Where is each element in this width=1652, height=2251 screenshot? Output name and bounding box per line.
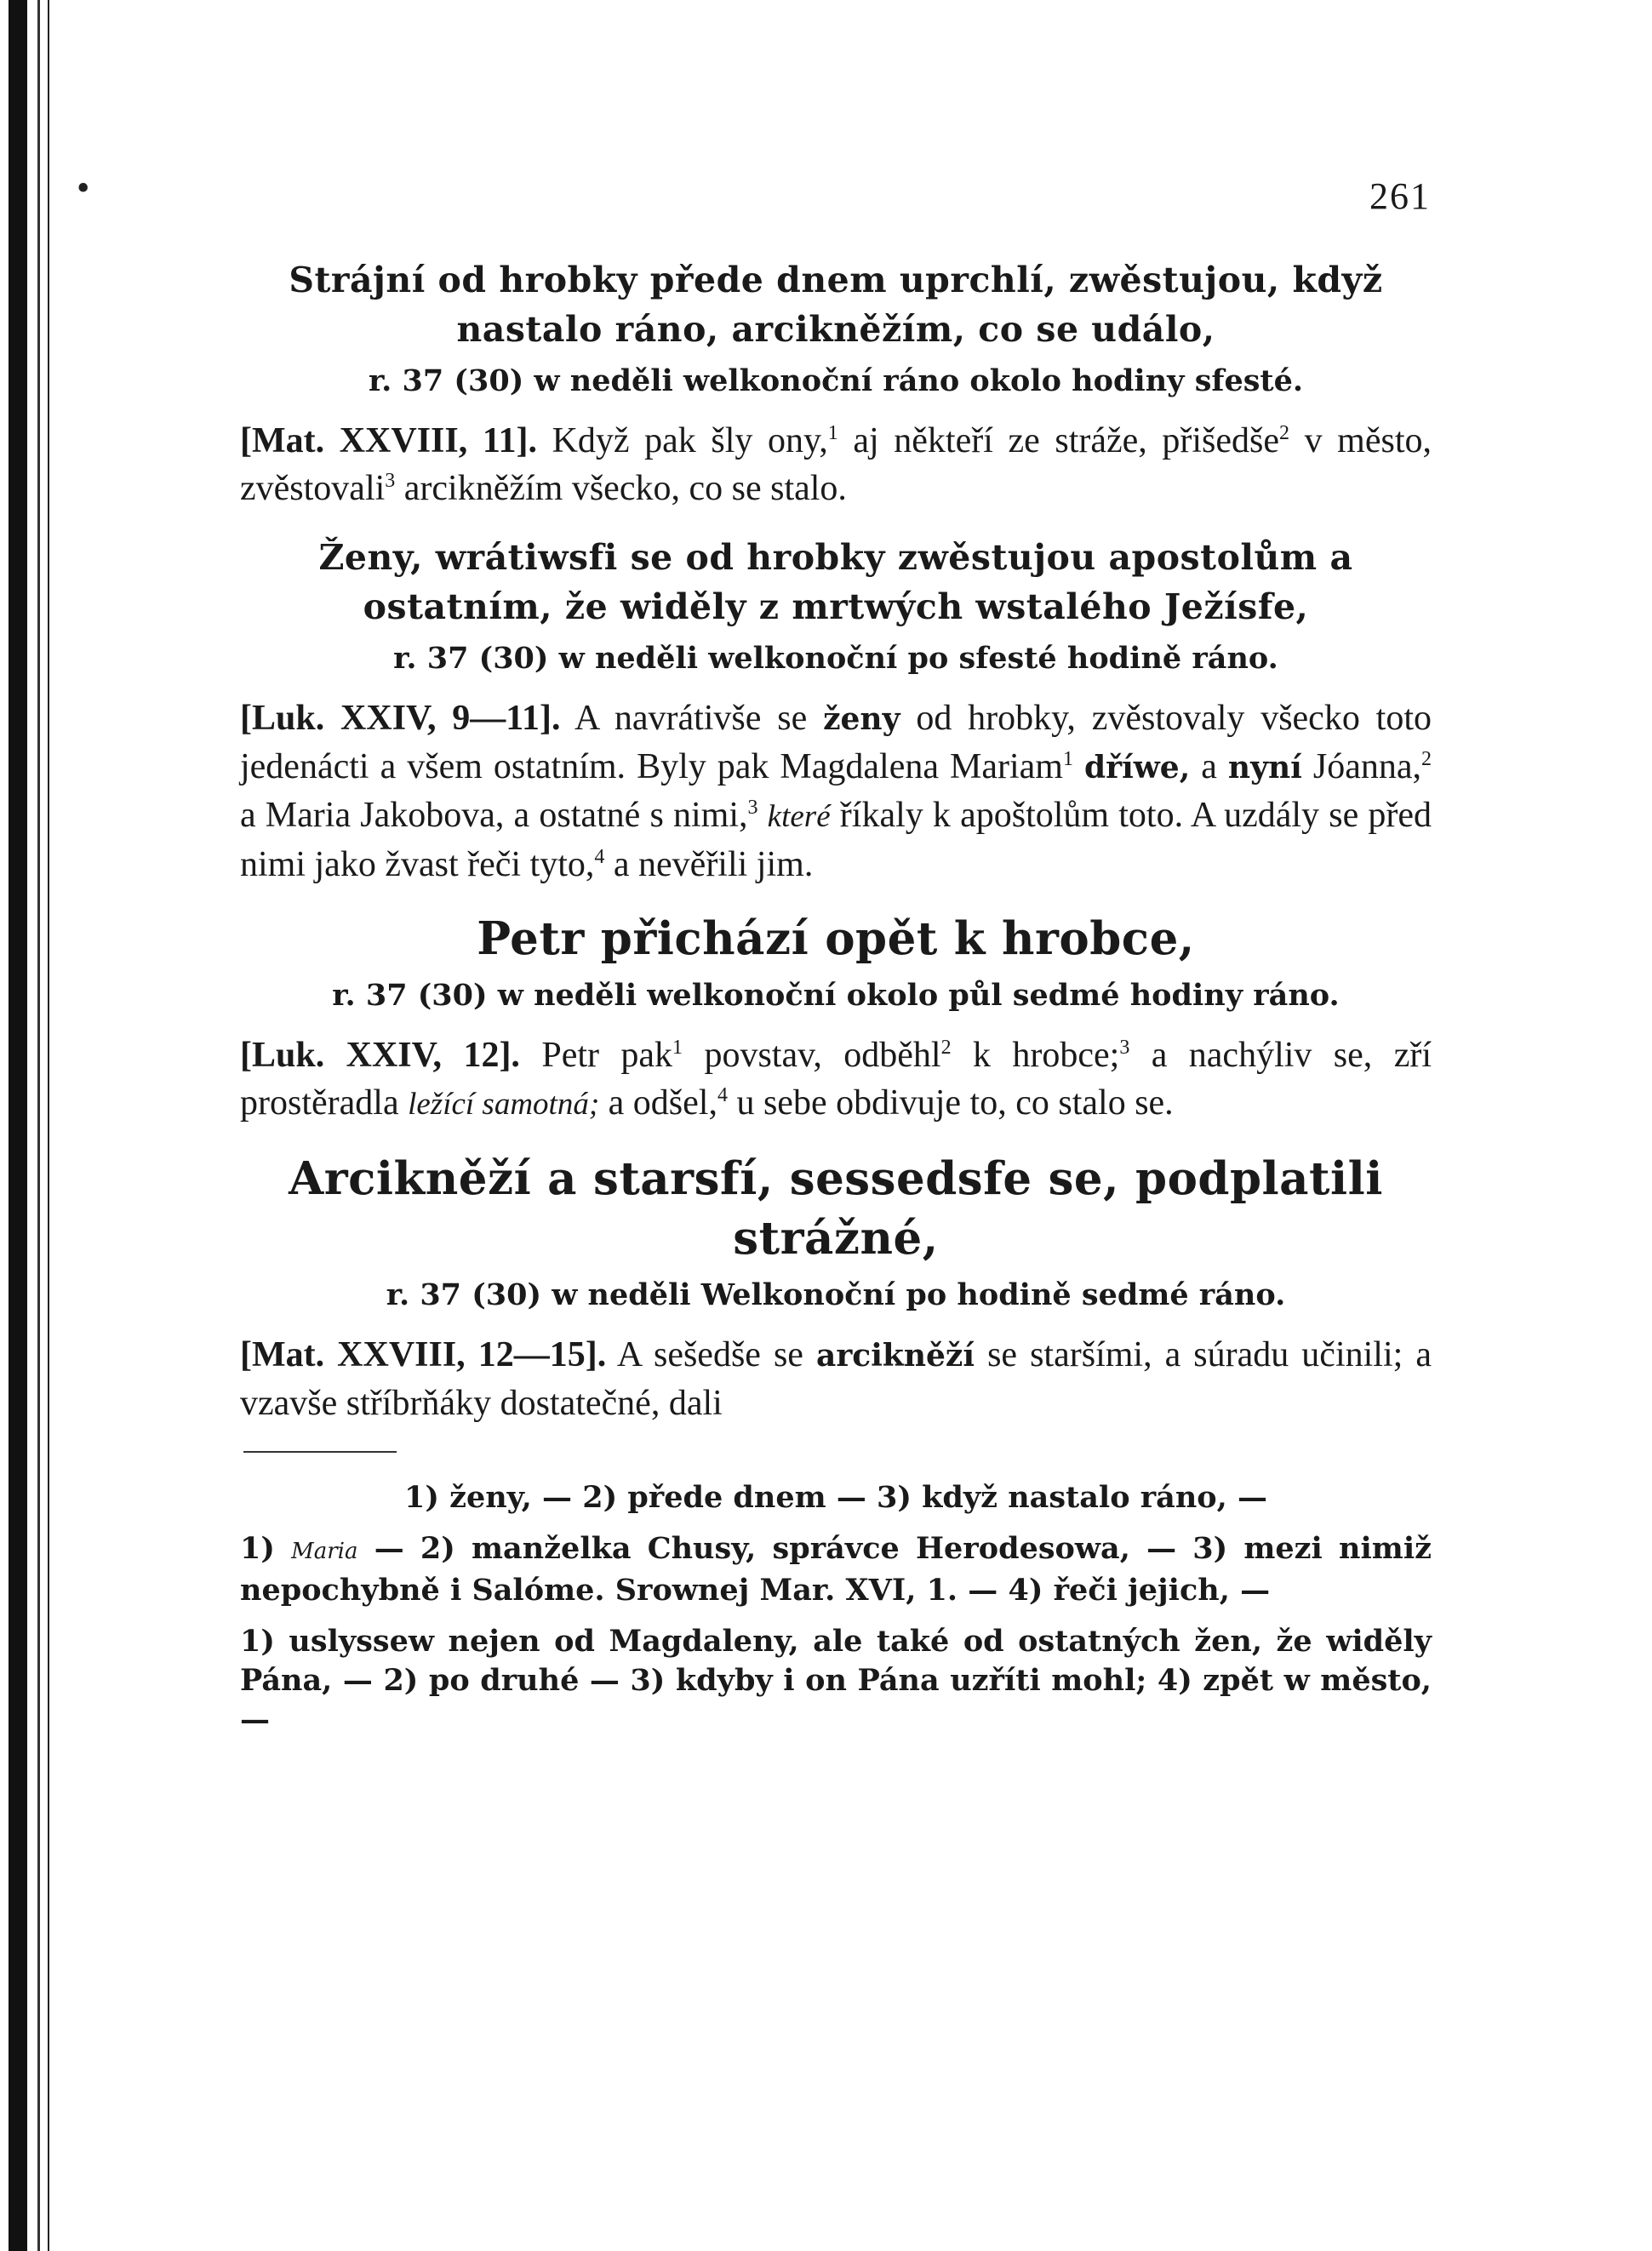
- section-heading: Petr přichází opět k hrobce,: [477, 912, 1195, 965]
- section-heading: Arcikněží a starsfí, sessedsfe se, podplatili strážné,: [289, 1152, 1383, 1265]
- section-heading: Strájní od hrobky přede dnem uprchlí, zwěstujou, když nastalo ráno, arcikněžím, co se událo,: [289, 260, 1383, 350]
- scan-border: [0, 0, 49, 2251]
- section-paragraph: [Mat. XXVIII, 11]. Když pak šly ony,$^1$ aj někteří ze stráže, přišedše$^2$ v město, zvěstovali$^3$ arcikněžím všecko, co se stalo.: [240, 421, 1432, 508]
- section-paragraph: [Mat. XXVIII, 12—15]. A sešedše se arcikněží se staršími, a súradu učinili; a vzavše stříbrňáky dostatečné, dali: [240, 1335, 1432, 1423]
- footnote: 1) ženy, — 2) přede dnem — 3) když nastalo ráno, —: [403, 1480, 1268, 1515]
- section-paragraph: [Luk. XXIV, 12]. Petr pak$^1$ povstav, odběhl$^2$ k hrobce;$^3$ a nachýliv se, zří prostěradla ležící samotná; a odšel,$^4$ u sebe obdivuje to, co stalo se.: [240, 1036, 1432, 1123]
- page-content: [240, 255, 1432, 1751]
- scan-border-line: [37, 0, 40, 2251]
- scripture-reference: [Mat. XXVIII, 12—15].: [240, 1335, 607, 1374]
- section-paragraph: [Luk. XXIV, 9—11]. A navrátivše se ženy od hrobky, zvěstovaly všecko toto jedenácti a všem ostatním. Byly pak Magdalena Mariam$^1$ dříwe, a nyní Jóanna,$^2$ a Maria Jakobova, a ostatné s nimi,$^3$ které říkaly k apoštolům toto. A uzdály se před nimi jako žvast řeči tyto,$^4$ a nevěřili jim.: [240, 699, 1432, 884]
- margin-mark: •: [77, 167, 90, 209]
- scan-border-bar: [9, 0, 27, 2251]
- footnote: 1) uslyssew nejen od Magdaleny, ale také od ostatných žen, že widěly Pána, — 2) po druhé — 3) kdyby i on Pána uzříti mohl; 4) zpět w město, —: [240, 1624, 1432, 1737]
- scripture-reference: [Luk. XXIV, 9—11].: [240, 699, 561, 738]
- section-subheading: r. 37 (30) w neděli welkonoční po sfesté hodině ráno.: [393, 641, 1278, 676]
- footnote: 1) Maria — 2) manželka Chusy, správce Herodesowa, — 3) mezi nimiž nepochybně i Salóme. Srownej Mar. XVI, 1. — 4) řeči jejich, —: [240, 1531, 1432, 1608]
- section-subheading: r. 37 (30) w neděli Welkonoční po hodině sedmé ráno.: [386, 1277, 1286, 1312]
- scripture-reference: [Luk. XXIV, 12].: [240, 1036, 520, 1075]
- footnote-divider: [243, 1451, 397, 1453]
- scripture-reference: [Mat. XXVIII, 11].: [240, 421, 537, 460]
- section-subheading: r. 37 (30) w neděli welkonoční ráno okolo hodiny sfesté.: [368, 363, 1304, 398]
- page-number: 261: [1369, 175, 1431, 217]
- section-heading: Ženy, wrátiwsfi se od hrobky zwěstujou apostolům a ostatním, že widěly z mrtwých wstalého Ježísfe,: [318, 537, 1353, 627]
- section-subheading: r. 37 (30) w neděli welkonoční okolo půl sedmé hodiny ráno.: [332, 978, 1340, 1013]
